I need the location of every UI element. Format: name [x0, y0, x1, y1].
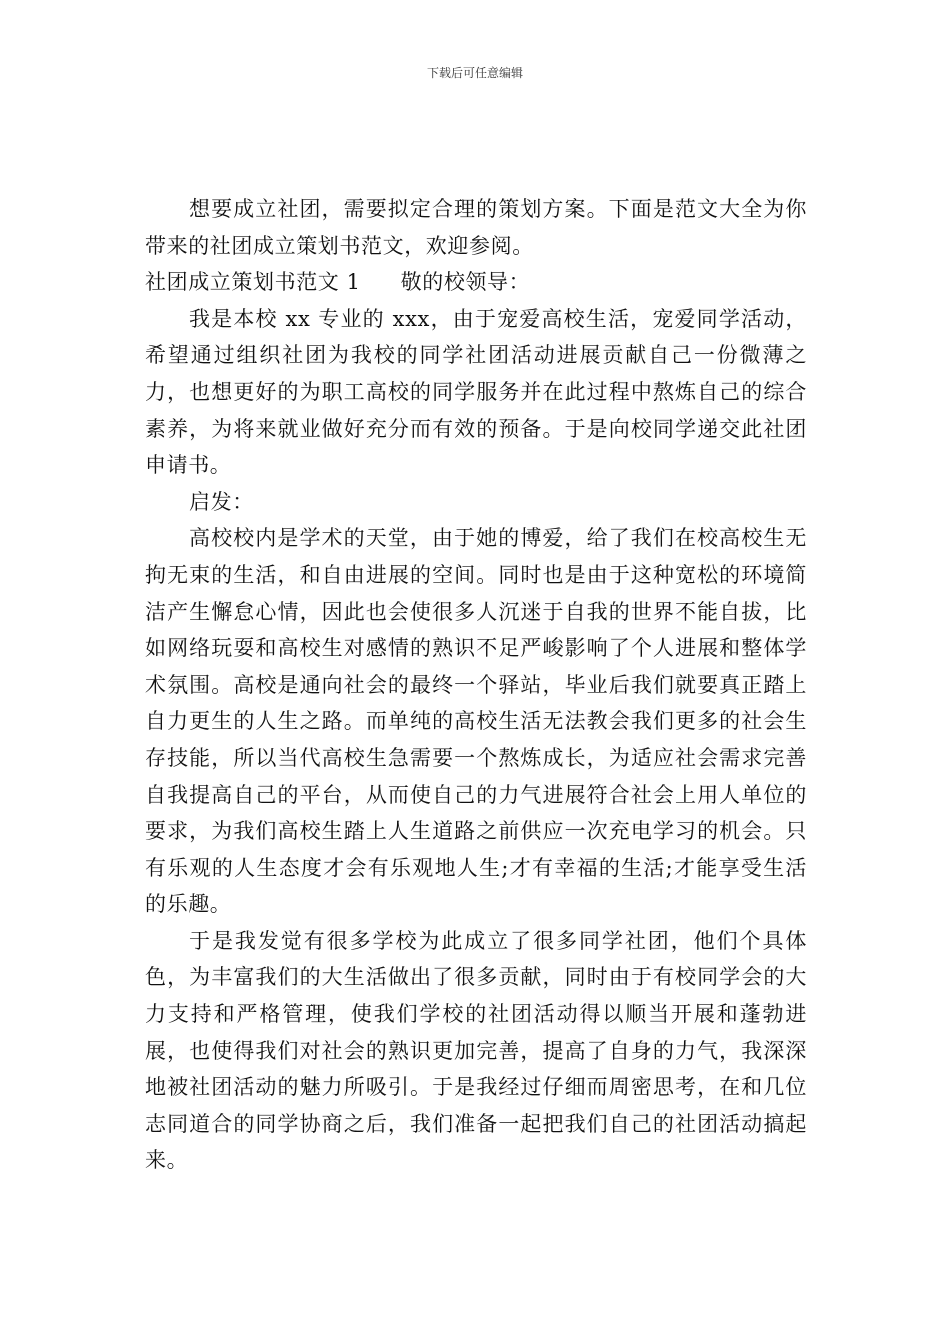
title-line: [145, 264, 807, 301]
body-paragraph-1: 我是本校 xx 专业的 xxx，由于宠爱高校生活，宠爱同学活动，希望通过组织社团为我校的同学社团活动进展贡献自己一份微薄之力，也想更好的为职工高校的同学服务并在此过程中熬炼自己的综合素养，为将来就业做好充分而有效的预备。于是向校同学递交此社团申请书。: [145, 306, 807, 478]
salutation: 敬的校领导：: [400, 270, 531, 295]
section-label: 启发：: [189, 489, 254, 514]
page-header: 下载后可任意编辑: [426, 66, 523, 80]
document-title: 社团成立策划书范文 1: [145, 270, 361, 295]
body-paragraph-2: 高校校内是学术的天堂，由于她的博爱，给了我们在校高校生无拘无束的生活，和自由进展的空间。同时也是由于这种宽松的环境简洁产生懈怠心情，因此也会使很多人沉迷于自我的世界不能自拔，比如网络玩耍和高校生对感情的熟识不足严峻影响了个人进展和整体学术氛围。高校是通向社会的最终一个驿站，毕业后我们就要真正踏上自力更生的人生之路。而单纯的高校生活无法教会我们更多的社会生存技能，所以当代高校生急需要一个熬炼成长，为适应社会需求完善自我提高自己的平台，从而使自己的力气进展符合社会上用人单位的要求，为我们高校生踏上人生道路之前供应一次充电学习的机会。只有乐观的人生态度才会有乐观地人生;才有幸福的生活;才能享受生活的乐趣。: [145, 526, 807, 917]
document-body: [145, 191, 807, 1179]
intro-paragraph: 想要成立社团，需要拟定合理的策划方案。下面是范文大全为你带来的社团成立策划书范文，欢迎参阅。: [145, 197, 807, 258]
body-paragraph-3: 于是我发觉有很多学校为此成立了很多同学社团，他们个具体色，为丰富我们的大生活做出了很多贡献，同时由于有校同学会的大力支持和严格管理，使我们学校的社团活动得以顺当开展和蓬勃进展，也使得我们对社会的熟识更加完善，提高了自身的力气，我深深地被社团活动的魅力所吸引。于是我经过仔细而周密思考，在和几位志同道合的同学协商之后，我们准备一起把我们自己的社团活动搞起来。: [145, 928, 807, 1173]
